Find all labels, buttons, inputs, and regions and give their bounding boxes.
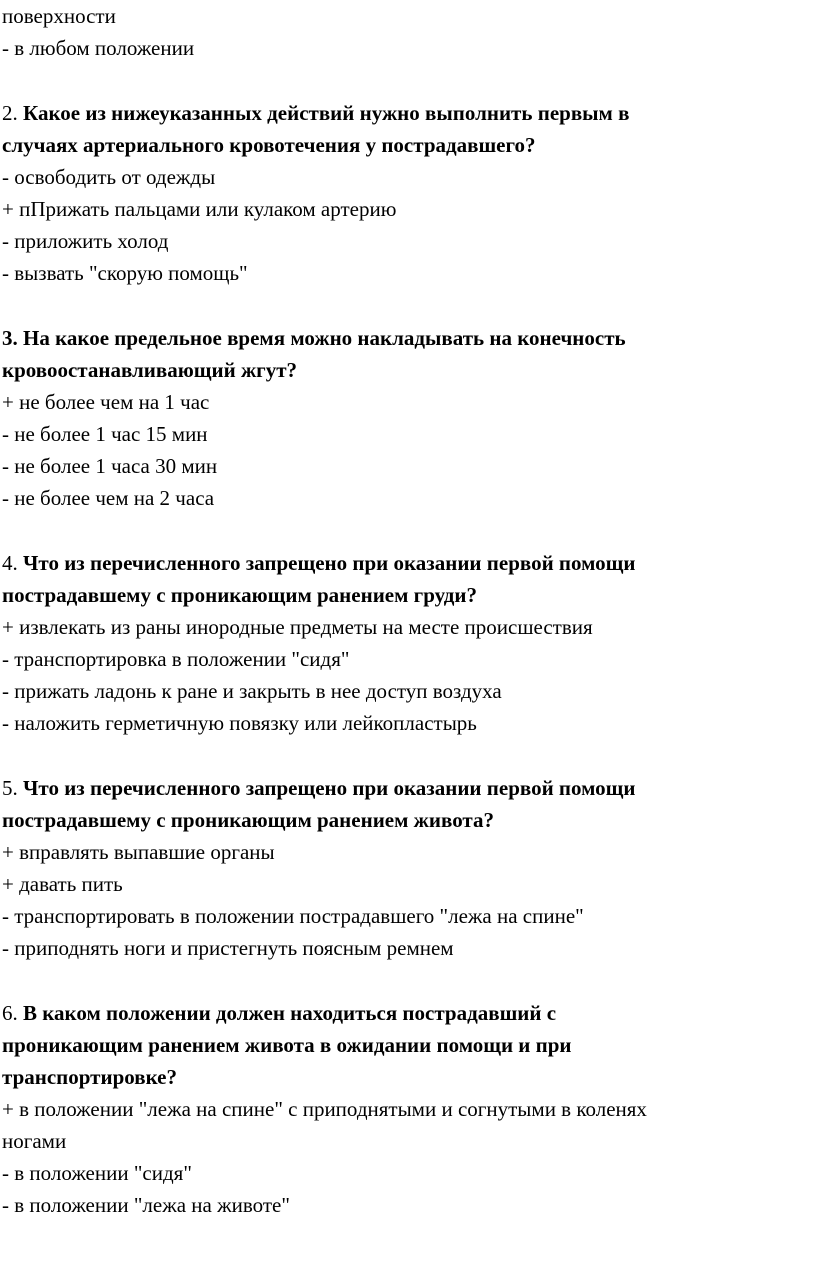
- question-6-title-text: проникающим ранением живота в ожидании помощи и при: [2, 1033, 572, 1057]
- question-4: [2, 547, 812, 739]
- answer-option: - транспортировать в положении пострадавшего "лежа на спине": [2, 904, 584, 928]
- spacer: [2, 64, 812, 97]
- question-6-title-text: транспортировке?: [2, 1065, 177, 1089]
- answer-option: + не более чем на 1 час: [2, 390, 210, 414]
- question-4-title-text: пострадавшему с проникающим ранением груди?: [2, 583, 478, 607]
- question-3-title-text: кровоостанавливающий жгут?: [2, 358, 298, 382]
- question-3-number: 3.: [2, 326, 18, 350]
- question-3-title-text: На какое предельное время можно накладывать на конечность: [17, 326, 626, 350]
- intro-line-1: поверхности: [2, 4, 116, 28]
- question-2: [2, 97, 812, 289]
- answer-option: + пПрижать пальцами или кулаком артерию: [2, 197, 397, 221]
- question-2-title-text: Какое из нижеуказанных действий нужно выполнить первым в: [17, 101, 630, 125]
- document-body: [2, 0, 812, 1221]
- question-5-title-line-2: [2, 804, 812, 836]
- question-6-title-line-2: [2, 1029, 812, 1061]
- question-6-title-line-3: [2, 1061, 812, 1093]
- answer-option: + извлекать из раны инородные предметы на месте происшествия: [2, 615, 593, 639]
- question-6-title-text: В каком положении должен находиться пострадавший с: [17, 1001, 557, 1025]
- answer-option: + вправлять выпавшие органы: [2, 840, 275, 864]
- answer-option: - прижать ладонь к ране и закрыть в нее доступ воздуха: [2, 679, 502, 703]
- question-4-title-text: Что из перечисленного запрещено при оказании первой помощи: [17, 551, 636, 575]
- question-3-title-line-1: [2, 322, 812, 354]
- question-2-title-text: случаях артериального кровотечения у пострадавшего?: [2, 133, 536, 157]
- question-3-title-line-2: [2, 354, 812, 386]
- question-6-number: 6.: [2, 1001, 18, 1025]
- answer-option: - приподнять ноги и пристегнуть поясным ремнем: [2, 936, 454, 960]
- answer-option: + в положении "лежа на спине" с приподнятыми и согнутыми в коленях: [2, 1097, 647, 1121]
- spacer: [2, 289, 812, 322]
- question-2-title-line-1: [2, 97, 812, 129]
- intro-line-2: - в любом положении: [2, 36, 195, 60]
- answer-option-continuation: ногами: [2, 1129, 67, 1153]
- answer-option: - освободить от одежды: [2, 165, 216, 189]
- question-6-title-line-1: [2, 997, 812, 1029]
- answer-option: - приложить холод: [2, 229, 169, 253]
- answer-option: - не более 1 час 15 мин: [2, 422, 208, 446]
- answer-option: - транспортировка в положении "сидя": [2, 647, 350, 671]
- question-5-title-text: Что из перечисленного запрещено при оказании первой помощи: [17, 776, 636, 800]
- question-5-title-text: пострадавшему с проникающим ранением живота?: [2, 808, 494, 832]
- spacer: [2, 964, 812, 997]
- question-5: [2, 772, 812, 964]
- spacer: [2, 514, 812, 547]
- question-4-title-line-1: [2, 547, 812, 579]
- answer-option: - в положении "лежа на животе": [2, 1193, 290, 1217]
- question-4-number: 4.: [2, 551, 18, 575]
- spacer: [2, 739, 812, 772]
- answer-option: - в положении "сидя": [2, 1161, 192, 1185]
- question-4-title-line-2: [2, 579, 812, 611]
- question-2-number: 2.: [2, 101, 18, 125]
- question-5-number: 5.: [2, 776, 18, 800]
- answer-option: - наложить герметичную повязку или лейкопластырь: [2, 711, 477, 735]
- question-2-title-line-2: [2, 129, 812, 161]
- question-3: [2, 322, 812, 514]
- answer-option: - не более 1 часа 30 мин: [2, 454, 218, 478]
- question-6: [2, 997, 812, 1221]
- answer-option: + давать пить: [2, 872, 123, 896]
- answer-option: - не более чем на 2 часа: [2, 486, 215, 510]
- answer-option: - вызвать "скорую помощь": [2, 261, 248, 285]
- question-5-title-line-1: [2, 772, 812, 804]
